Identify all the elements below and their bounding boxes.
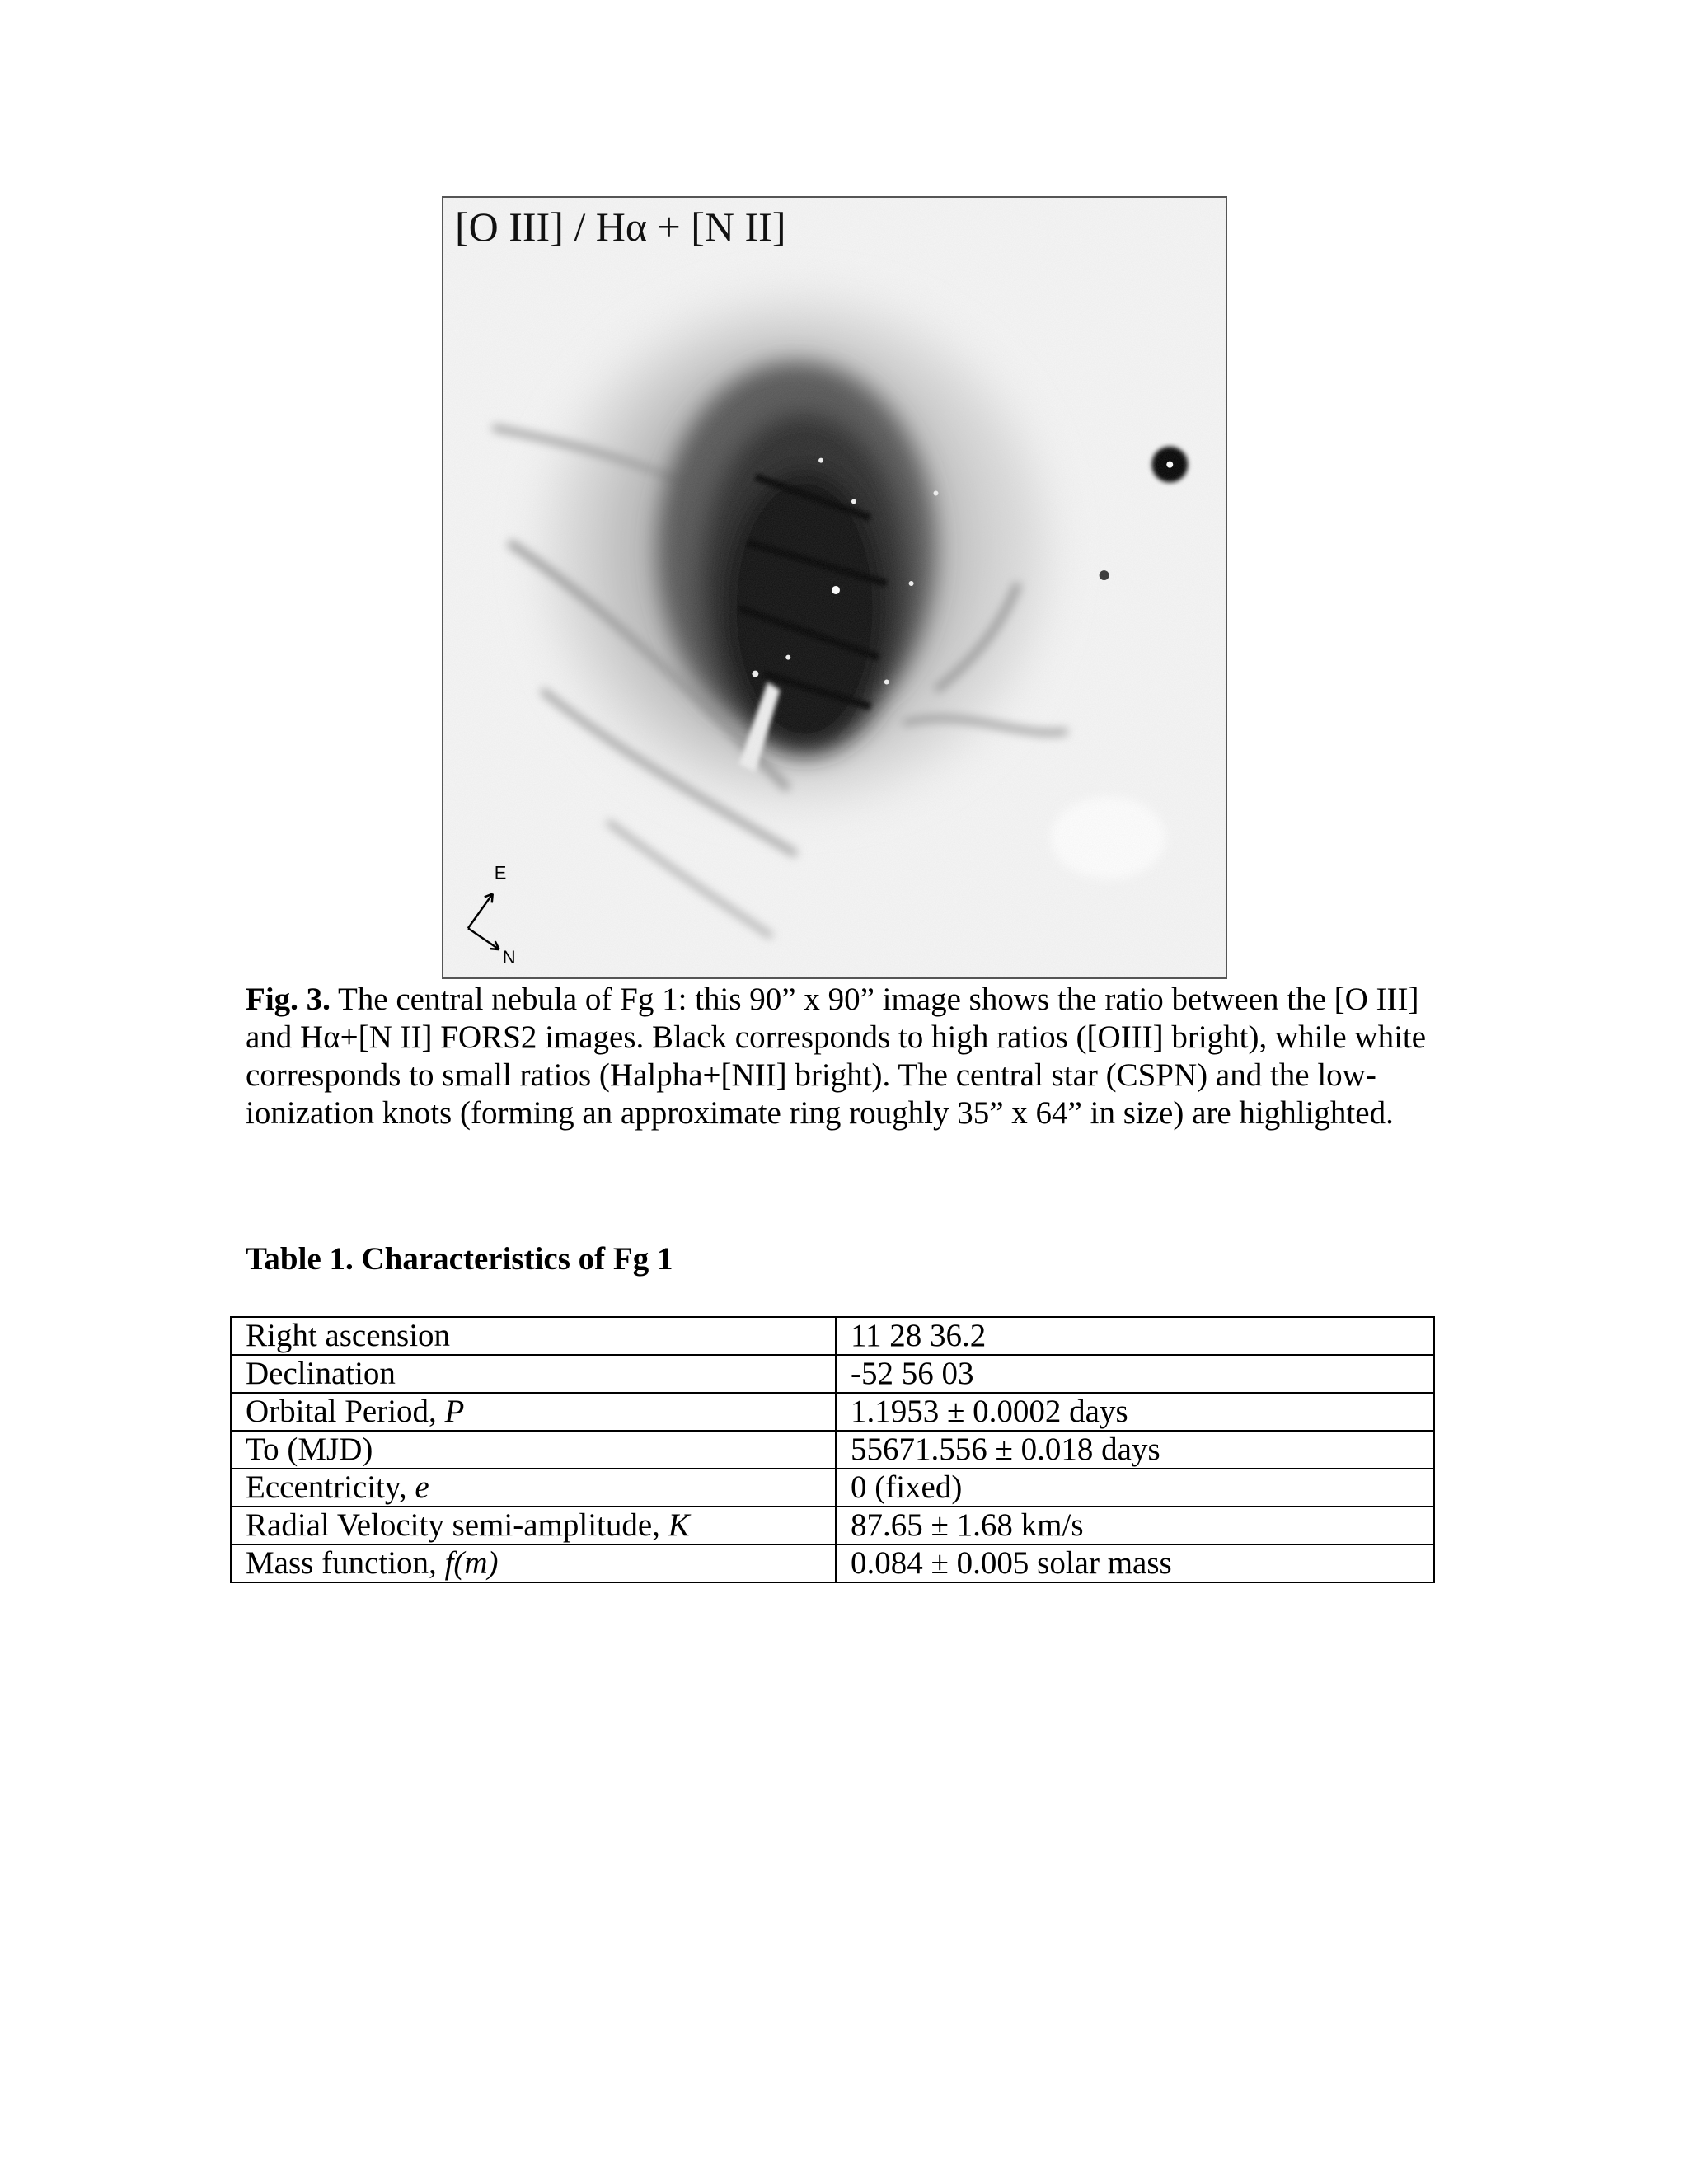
table-row (231, 1355, 1434, 1393)
characteristics-table (230, 1316, 1435, 1583)
value-cell: 11 28 36.2 (836, 1317, 1434, 1355)
table-row (231, 1393, 1434, 1431)
figure-caption (246, 981, 1432, 1132)
value-cell: -52 56 03 (836, 1355, 1434, 1393)
compass-north-label: N (502, 947, 516, 968)
table-row (231, 1544, 1434, 1582)
param-cell: Radial Velocity semi-amplitude, K (231, 1507, 836, 1544)
nebula-image (443, 198, 1226, 977)
table-row (231, 1317, 1434, 1355)
value-cell: 55671.556 ± 0.018 days (836, 1431, 1434, 1469)
caption-text: The central nebula of Fg 1: this 90” x 90” image shows the ratio between the [O III] and Hα+[N II] FORS2 images. Black corresponds to high ratios ([OIII] bright), while white corresponds to small ratios (Halpha+[NII] bright). The central star (CSPN) and the low-ionization knots (forming an approximate ring roughly 35” x 64” in size) are highlighted. (246, 982, 1427, 1131)
figure-label: [O III] / Hα + [N II] (455, 204, 786, 250)
nebula-figure (442, 196, 1227, 979)
caption-fig-number: Fig. 3. (246, 982, 331, 1017)
table-row (231, 1431, 1434, 1469)
table-row (231, 1469, 1434, 1507)
param-cell: To (MJD) (231, 1431, 836, 1469)
value-cell: 87.65 ± 1.68 km/s (836, 1507, 1434, 1544)
param-cell: Orbital Period, P (231, 1393, 836, 1431)
param-cell: Mass function, f(m) (231, 1544, 836, 1582)
value-cell: 0 (fixed) (836, 1469, 1434, 1507)
compass-east-label: E (494, 862, 507, 883)
param-cell: Right ascension (231, 1317, 836, 1355)
table-row (231, 1507, 1434, 1544)
value-cell: 0.084 ± 0.005 solar mass (836, 1544, 1434, 1582)
param-cell: Declination (231, 1355, 836, 1393)
table-title: Table 1. Characteristics of Fg 1 (246, 1241, 673, 1277)
value-cell: 1.1953 ± 0.0002 days (836, 1393, 1434, 1431)
param-cell: Eccentricity, e (231, 1469, 836, 1507)
